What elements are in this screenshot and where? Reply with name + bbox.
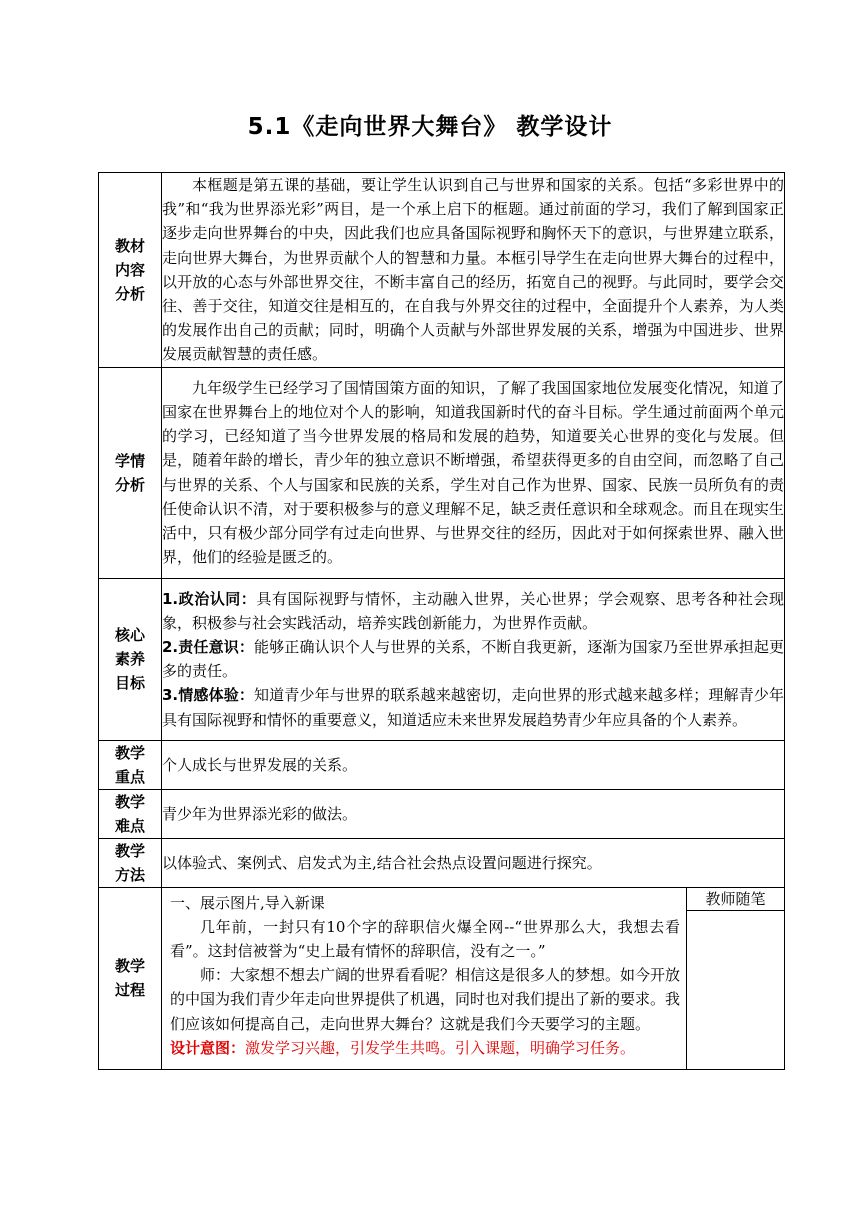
label-line: 内容 [114,260,145,279]
table-row [99,838,785,887]
page-title: 5.1《走向世界大舞台》 教学设计 [247,114,613,140]
goal-head: 3.情感体验： [162,686,255,705]
label-line: 过程 [114,981,145,1000]
goal-head: 2.责任意识： [162,637,255,656]
goal-item [162,635,784,683]
design-intent-text: 激发学习兴趣，引发学生共鸣。引入课题，明确学习任务。 [245,1038,636,1057]
goal-item [162,683,784,731]
content-text: 九年级学生已经学习了国情国策方面的知识，了解了我国国家地位发展变化情况，知道了国家在世界舞台上的地位对个人的影响，知道我国新时代的奋斗目标。学生通过前面两个单元的学习，已经知道了当今世界发展的格局和发展的趋势，知道要关心世界的变化与发展。但是，随着年龄的增长，青少年的独立意识不断增强，希望获得更多的自由空间，而忽略了自己与世界的关系、个人与国家和民族的关系，学生对自己作为世界、国家、民族一员所负有的责任使命认识不清，对于要积极参与的意义理解不足，缺乏责任意识和全球观念。而且在现实生活中，只有极少部分同学有过走向世界、与世界交往的经历，因此对于如何探索世界、融入世界，他们的经验是匮乏的。 [162,378,784,567]
process-content [162,888,687,1069]
table-row [99,367,785,578]
row-label [99,789,162,838]
row-content [162,838,785,887]
goal-text: 具有国际视野与情怀，主动融入世界，关心世界；学会观察、思考各种社会现象，积极参与社会实践活动，培养实践创新能力，为世界作贡献。 [162,589,784,632]
design-intent-head: 设计意图： [170,1038,246,1057]
design-intent [170,1036,680,1060]
teacher-notes-column [687,888,784,1069]
content-text: 几年前，一封只有10个字的辞职信火爆全网--“世界那么大，我想去看看”。这封信被誉为“史上最有情怀的辞职信，没有之一。” [170,917,680,961]
row-label [99,578,162,740]
row-label [99,740,162,789]
row-content [162,740,785,789]
goal-head: 1.政治认同： [162,589,257,608]
label-line: 教学 [114,792,145,811]
row-content [162,578,785,740]
row-label [99,173,162,368]
label-line: 教学 [114,743,145,762]
row-label [99,367,162,578]
content-text: 个人成长与世界发展的关系。 [162,755,358,774]
table-row [99,789,785,838]
table-row [99,740,785,789]
label-line: 目标 [114,674,145,693]
goal-text: 能够正确认识个人与世界的关系，不断自我更新，逐渐为国家乃至世界承担起更多的责任。 [162,637,784,681]
label-line: 教学 [114,841,145,860]
label-line: 教材 [114,236,145,255]
content-text: 本框题是第五课的基础，要让学生认识到自己与世界和国家的关系。包括“多彩世界中的我”和“我为世界添光彩”两目，是一个承上启下的框题。通过前面的学习，我们了解到国家正逐步走向世界舞台的中央，因此我们也应具备国际视野和胸怀天下的意识，与世界建立联系，走向世界大舞台，为世界贡献个人的智慧和力量。本框引导学生在走向世界大舞台的过程中，以开放的心态与外部世界交往，不断丰富自己的经历，拓宽自己的视野。与此同时，要学会交往、善于交往，知道交往是相互的，在自我与外界交往的过程中，全面提升个人素养，为人类的发展作出自己的贡献；同时，明确个人贡献与外部世界发展的关系，增强为中国进步、世界发展贡献智慧的责任感。 [162,176,784,364]
table-row [99,173,785,368]
table-row [99,578,785,740]
row-content [162,367,785,578]
section-heading: 一、展示图片,导入新课 [170,893,325,912]
label-line: 分析 [114,284,145,303]
teacher-notes-header: 教师随笔 [687,888,784,911]
content-text: 师：大家想不想去广阔的世界看看呢？相信这是很多人的梦想。如今开放的中国为我们青少年走向世界提供了机遇，同时也对我们提出了新的要求。我们应该如何提高自己，走向世界大舞台？这就是我们今天要学习的主题。 [170,966,681,1033]
label-line: 重点 [114,767,145,786]
row-content [162,173,785,368]
row-label [99,838,162,887]
label-line: 核心 [114,626,145,645]
label-line: 教学 [114,957,145,976]
row-label [99,887,162,1069]
label-line: 素养 [114,650,145,669]
lesson-plan-table [98,172,785,1070]
row-content [162,789,785,838]
content-text: 以体验式、案例式、启发式为主,结合社会热点设置问题进行探究。 [162,853,602,872]
content-text: 青少年为世界添光彩的做法。 [162,804,358,823]
goal-item [162,587,784,635]
label-line: 方法 [114,865,145,884]
label-line: 难点 [114,816,145,835]
table-row [99,887,785,1069]
goal-text: 知道青少年与世界的联系越来越密切，走向世界的形式越来越多样；理解青少年具有国际视野和情怀的重要意义，知道适应未来世界发展趋势青少年应具备的个人素养。 [162,686,784,729]
process-cell [162,887,785,1069]
label-line: 分析 [114,475,145,494]
label-line: 学情 [114,451,145,470]
